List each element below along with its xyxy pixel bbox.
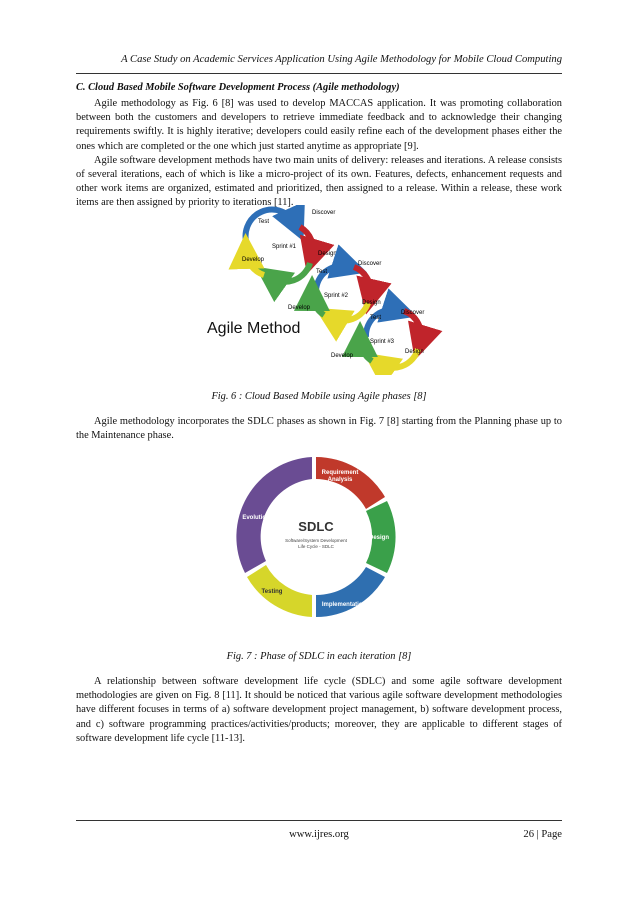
sdlc-center-subtitle-1: Software/System Development (285, 538, 347, 543)
label-evolution: Evolution (242, 515, 270, 521)
sdlc-center-title: SDLC (298, 519, 334, 534)
header-rule (76, 73, 562, 74)
paragraph-sdlc-phases: Agile methodology incorporates the SDLC phases as shown in Fig. 7 [8] starting from the Planning phase up to the Maintenance phase. (76, 416, 562, 442)
paragraph-block-1 (76, 97, 562, 211)
label-design: Design (368, 535, 390, 541)
cycle-3-test: Test (370, 315, 382, 321)
cycle-3-sprint: Sprint #3 (370, 339, 395, 345)
paragraph-block-2 (76, 415, 562, 443)
sprint-cycle-2 (288, 261, 381, 321)
cycle-2-discover: Discover (358, 261, 382, 267)
agile-method-title: Agile Method (207, 320, 301, 337)
paragraph-releases: Agile software development methods have two main units of delivery: releases and iterations. A release consists of several iterations, each of which is like a micro-project of its own. Features, defects, enhancement requests and other work items are organized, estimated and prioritized, then assigned to a release. Within a release, these work items are then assigned by priority to iterations [11]. (76, 154, 562, 209)
footer-rule (76, 820, 562, 821)
page-number: 26 | Page (523, 829, 562, 840)
cycle-2-develop: Develop (288, 305, 311, 311)
label-requirement: Requirement (321, 470, 359, 476)
figure-6-caption: Fig. 6 : Cloud Based Mobile using Agile phases [8] (211, 391, 427, 402)
sdlc-cycle-figure (216, 447, 416, 627)
cycle-2-design: Design (362, 300, 381, 306)
cycle-1-test: Test (258, 219, 270, 225)
paragraph-block-3 (76, 675, 562, 746)
label-analysis: Analysis (327, 477, 353, 483)
label-testing: Testing (261, 589, 283, 595)
paragraph-agile-intro: Agile methodology as Fig. 6 [8] was used to develop MACCAS application. It was promoting collaboration between both the customers and developers to retrieve immediate feedback and to acknowledge their changing requirements swiftly. It is highly iterative; developers could easily refine each of the development phases either the ones which are completed or the one which just started anytime as appropriate [9]. (76, 98, 562, 152)
agile-method-figure (200, 205, 450, 375)
cycle-1-design: Design (318, 251, 337, 257)
figure-7-caption: Fig. 7 : Phase of SDLC in each iteration [8] (226, 651, 412, 662)
cycle-1-develop: Develop (242, 257, 265, 263)
sdlc-center-subtitle-2: Life Cycle - SDLC (298, 544, 334, 549)
label-implementation: Implementation (321, 602, 367, 608)
cycle-3-develop: Develop (331, 353, 354, 359)
cycle-3-discover: Discover (401, 310, 425, 316)
cycle-1-discover: Discover (312, 210, 336, 216)
cycle-1-sprint: Sprint #1 (272, 244, 297, 250)
cycle-2-test: Test (316, 269, 328, 275)
paragraph-sdlc-relationship: A relationship between software development life cycle (SDLC) and some agile software development methodologies are given on Fig. 8 [11]. It should be noticed that various agile software development methodologies have different focuses in terms of a) software development project management, b) software development process, and c) software programming practices/activities/products; moreover, they are applicable to different stages of software development life cycle [11-13]. (76, 676, 562, 744)
running-title: A Case Study on Academic Services Application Using Agile Methodology for Mobile Cloud Computing (121, 54, 562, 65)
footer-url: www.ijres.org (289, 829, 349, 840)
cycle-3-design: Design (405, 349, 424, 355)
section-heading: C. Cloud Based Mobile Software Development Process (Agile methodology) (76, 82, 400, 93)
cycle-2-sprint: Sprint #2 (324, 293, 349, 299)
